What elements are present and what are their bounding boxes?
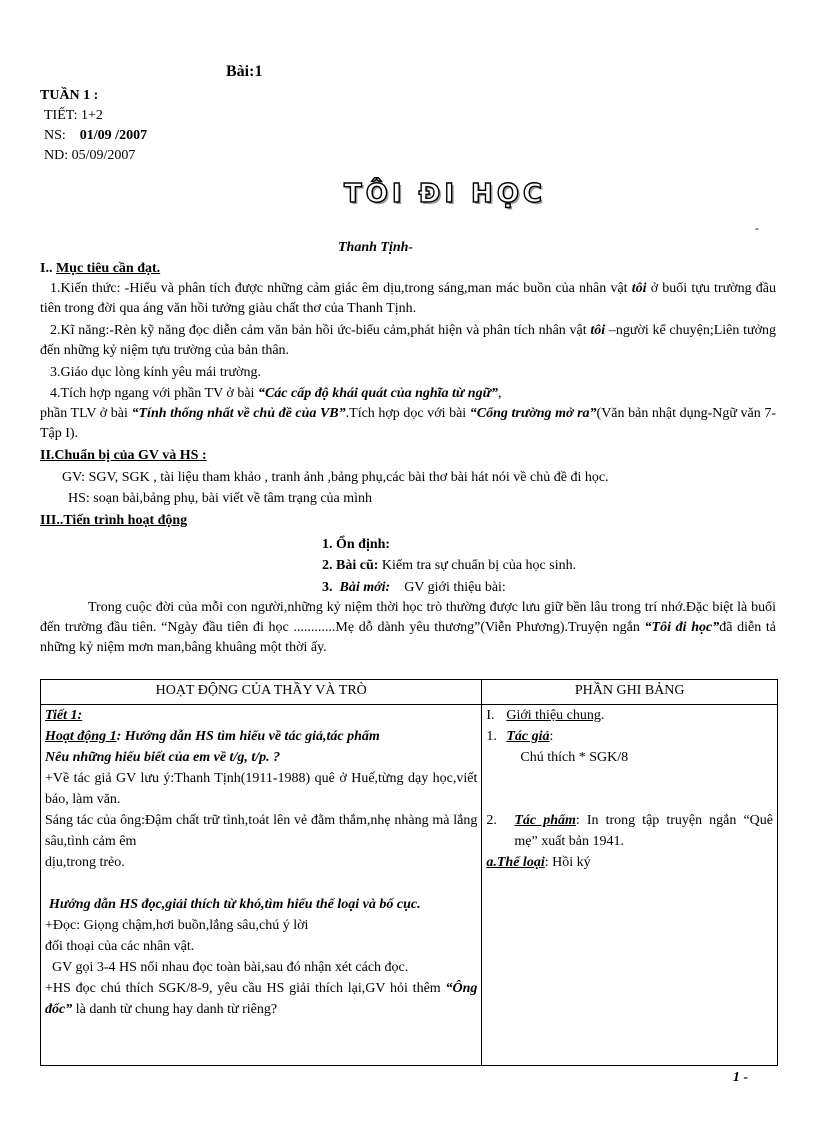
student-prep: HS: soạn bài,bảng phụ, bài viết về tâm trạng của mình xyxy=(68,491,373,506)
intro-story-title: “Tôi đi học” xyxy=(644,620,720,635)
week-label: TUẦN 1 : xyxy=(40,88,99,103)
section-2-title: II.Chuẩn bị của GV và HS : xyxy=(40,448,207,463)
step-1-number: 1. xyxy=(322,537,333,552)
integration-lesson-3: “Cổng trường mở ra” xyxy=(469,406,597,421)
intro-text-2: đã diễn tả những kỷ niệm mơn man,bâng khuâng một thời ấy. xyxy=(40,620,777,655)
intro-text: Trong cuộc đời của mỗi con người,những kỷ niệm thời học trò thường được lưu giữ bền lâu trong trí nhớ.Đặc biệt là buổi đến trường đầu tiên. “Ngày đầu tiên đi học ............Mẹ dỗ dành yêu thương”(Viễn Phương).Truyện ngắn xyxy=(40,600,776,635)
board-work-label: Tác phẩm xyxy=(514,813,576,828)
step-2-text: Kiểm tra sự chuẩn bị của học sinh. xyxy=(378,558,577,573)
board-work-text: : In trong tập truyện ngắn “Quê mẹ” xuất bản 1941. xyxy=(514,813,773,849)
integration-lesson-2: “Tính thống nhất về chủ đề của VB” xyxy=(131,406,346,421)
objective-knowledge-text: 1.Kiến thức: -Hiểu và phân tích được những cảm giác êm dịu,trong sáng,man mác buồn của nhân vật xyxy=(50,281,632,296)
ns-date: 01/09 /2007 xyxy=(79,128,148,143)
step-bai-cu xyxy=(322,556,576,576)
style-note-2: dịu,trong trẻo. xyxy=(45,855,125,870)
step-3-number: 3. xyxy=(322,580,333,595)
integration-2-text-b: .Tích hợp dọc với bài xyxy=(345,406,470,421)
activity-1-label: Hoạt động 1 xyxy=(45,729,117,744)
activities-cell xyxy=(41,705,482,1066)
board-genre-label: a.Thể loại xyxy=(486,855,545,870)
lesson-title: TÔI ĐI HỌC xyxy=(343,179,547,209)
board-work-number: 2. xyxy=(486,813,497,828)
board-author-label: Tác giả xyxy=(506,729,550,744)
objective-knowledge-toi: tôi xyxy=(631,281,647,296)
reading-note-2: đối thoại của các nhân vật. xyxy=(45,939,195,954)
board-work xyxy=(486,810,773,852)
section-2-heading xyxy=(40,446,207,466)
author-name: Thanh Tịnh- xyxy=(338,240,414,255)
step-on-dinh xyxy=(322,535,390,555)
board-intro-number: I. xyxy=(486,708,495,723)
period-1-label: Tiết 1: xyxy=(45,708,83,723)
reading-note-3: GV gọi 3-4 HS nối nhau đọc toàn bài,sau đó nhận xét cách đọc. xyxy=(45,960,409,975)
objective-knowledge-text-2: ở buổi tựu trường đầu tiên trong đời qua áng văn hồi tưởng giàu chất thơ của Thanh Tịnh. xyxy=(40,281,776,316)
step-2-label: Bài cũ: xyxy=(336,558,379,573)
board-intro-title: Giới thiệu chung xyxy=(506,708,601,723)
table-row xyxy=(41,705,778,1066)
section-3-heading xyxy=(40,511,187,531)
glossary-text-2: là danh từ chung hay danh từ riêng? xyxy=(72,1002,278,1017)
step-2-number: 2. xyxy=(322,558,333,573)
period-label: TIẾT: 1+2 xyxy=(44,108,103,123)
lesson-number: Bài:1 xyxy=(226,63,263,80)
lesson-introduction xyxy=(40,598,776,658)
objective-knowledge xyxy=(40,279,776,319)
integration-lesson-1: “Các cấp độ khái quát của nghĩa từ ngữ” xyxy=(257,386,498,401)
header-board-notes: PHẦN GHI BẢNG xyxy=(482,680,778,705)
integration-comma: , xyxy=(497,386,502,401)
activity-table xyxy=(40,679,778,1066)
nd-date-line: ND: 05/09/2007 xyxy=(44,148,136,163)
activity-2-title: Hướng dẫn HS đọc,giải thích từ khó,tìm hiểu thể loại và bố cục. xyxy=(49,897,421,912)
objective-skills xyxy=(40,321,776,361)
teacher-prep: GV: SGV, SGK , tài liệu tham khảo , tranh ảnh ,bảng phụ,các bài thơ bài hát nói về chủ đề đi học. xyxy=(62,470,609,485)
ns-label: NS: xyxy=(44,128,66,143)
board-author-number: 1. xyxy=(486,729,497,744)
board-genre-text: : Hồi ký xyxy=(544,855,591,870)
reading-note: +Đọc: Giọng chậm,hơi buồn,lắng sâu,chú ý lời xyxy=(45,918,309,933)
board-intro-dot: . xyxy=(600,708,605,723)
objective-integration xyxy=(40,384,776,404)
activity-1-title: : Hướng dẫn HS tìm hiểu về tác giả,tác phẩm xyxy=(116,729,380,744)
board-intro xyxy=(486,705,773,726)
integration-text: 4.Tích hợp ngang với phần TV ở bài xyxy=(50,386,258,401)
header-activities: HOẠT ĐỘNG CỦA THẦY VÀ TRÒ xyxy=(41,680,482,705)
integration-2-text-c: (Văn bản nhật dụng-Ngữ văn 7-Tập I). xyxy=(40,406,777,441)
board-genre xyxy=(486,852,773,873)
section-3-title: III..Tiến trình hoạt động xyxy=(40,513,188,528)
glossary-note xyxy=(45,978,477,1020)
board-author-note: Chú thích * SGK/8 xyxy=(520,750,629,765)
board-notes-cell xyxy=(482,705,778,1066)
objective-skills-text-2: –người kể chuyện;Liên tưởng đến những kỷ niệm tựu trường của bản thân. xyxy=(40,323,776,358)
objective-skills-toi: tôi xyxy=(590,323,606,338)
section-1-title: Mục tiêu cần đạt. xyxy=(55,261,161,276)
author-note: +Về tác giả GV lưu ý:Thanh Tịnh(1911-1988) quê ở Huế,từng dạy học,viết báo, làm văn. xyxy=(45,771,478,807)
board-author-colon: : xyxy=(549,729,554,744)
question-1: Nêu những hiểu biết của em về t/g, t/p. ? xyxy=(45,750,281,765)
section-1-number: I.. xyxy=(40,261,53,276)
section-1-heading xyxy=(40,259,160,279)
step-1-label: Ổn định: xyxy=(336,537,391,552)
objective-education: 3.Giáo dục lòng kính yêu mái trường. xyxy=(50,365,261,380)
objective-integration-2 xyxy=(40,404,776,444)
margin-dash: - xyxy=(755,221,759,235)
step-3-text: GV giới thiệu bài: xyxy=(390,580,506,595)
step-3-label: Bài mới: xyxy=(339,580,391,595)
integration-2-text: phần TLV ở bài xyxy=(40,406,132,421)
objective-skills-text: 2.Kĩ năng:-Rèn kỹ năng đọc diễn cảm văn bản hồi ức-biểu cảm,phát hiện và phân tích nhân vật xyxy=(50,323,591,338)
style-note: Sáng tác của ông:Đậm chất trữ tình,toát lên vẻ đằm thắm,nhẹ nhàng mà lắng sâu,tình cảm êm xyxy=(45,813,478,849)
board-author xyxy=(486,726,773,747)
glossary-term: “Ông đốc” xyxy=(45,981,478,1017)
step-bai-moi xyxy=(322,578,506,598)
page-number: 1 - xyxy=(732,1070,748,1085)
table-header-row xyxy=(41,680,778,705)
glossary-text: +HS đọc chú thích SGK/8-9, yêu cầu HS giải thích lại,GV hỏi thêm xyxy=(45,981,446,996)
ns-date-line xyxy=(44,126,147,146)
